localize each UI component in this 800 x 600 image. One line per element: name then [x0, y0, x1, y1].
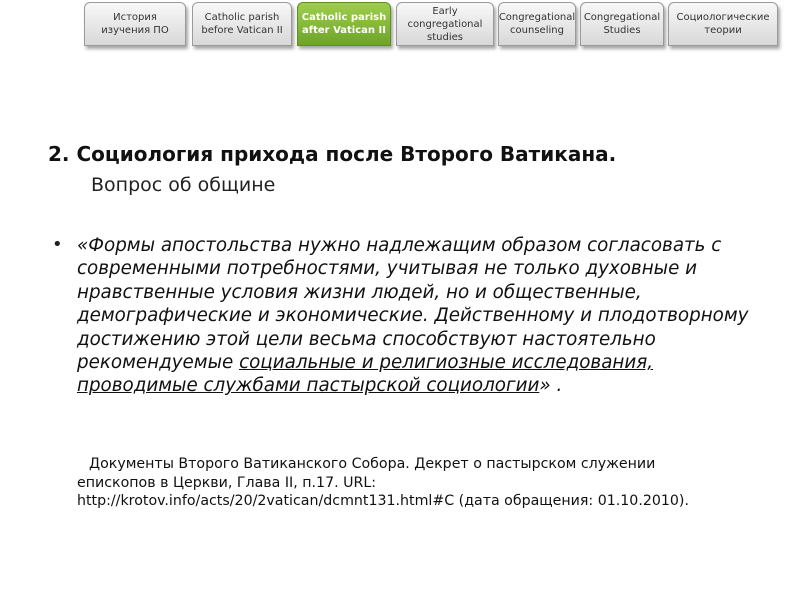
citation-reference — [77, 455, 737, 511]
page-subtitle: Вопрос об общине — [91, 174, 276, 196]
page-title: 2. Социология прихода после Второго Ватикана. — [48, 142, 617, 166]
top-navigation — [0, 0, 800, 50]
quote-part-1: «Формы апостольства нужно надлежащим образом согласовать с современными потребностями, учитывая не только духовные и нравственные условия жизни людей, но и общественные, демографические и экономические. Действенному и плодотворному достижению этой цели весьма способствуют настоятельно рекомендуемые — [77, 235, 749, 374]
tab-label: Congregational counseling — [498, 12, 576, 36]
tab-label: Congregational Studies — [583, 12, 661, 36]
tab-congregational-counseling[interactable] — [498, 2, 576, 46]
tab-history[interactable] — [84, 2, 186, 46]
tab-congregational-studies[interactable] — [580, 2, 664, 46]
citation-text: Документы Второго Ватиканского Собора. Декрет о пастырском служении епископов в Церкви, Глава II, п.17. URL: http://krotov.info/acts/20/2vatican/dcmnt131.html#C (дата обращения: 01.10.2010). — [77, 456, 689, 510]
tab-sociological-theories[interactable] — [668, 2, 778, 46]
tab-label: Социологические теории — [676, 12, 770, 36]
tab-label: Catholic parish before Vatican II — [201, 12, 283, 36]
tab-early-congregational-studies[interactable] — [396, 2, 494, 46]
quote-text — [77, 234, 767, 398]
tab-label: Early congregational studies — [407, 5, 483, 43]
bullet-marker: • — [52, 234, 63, 255]
quote-part-2: » . — [539, 375, 563, 397]
tab-label: История изучения ПО — [101, 12, 169, 36]
tab-catholic-parish-after[interactable] — [297, 2, 391, 46]
tab-catholic-parish-before[interactable] — [192, 2, 292, 46]
quote-underlined-text: социальные и религиозные исследования, проводимые службами пастырской социологии — [77, 352, 654, 397]
tab-label: Catholic parish after Vatican II — [301, 12, 387, 36]
